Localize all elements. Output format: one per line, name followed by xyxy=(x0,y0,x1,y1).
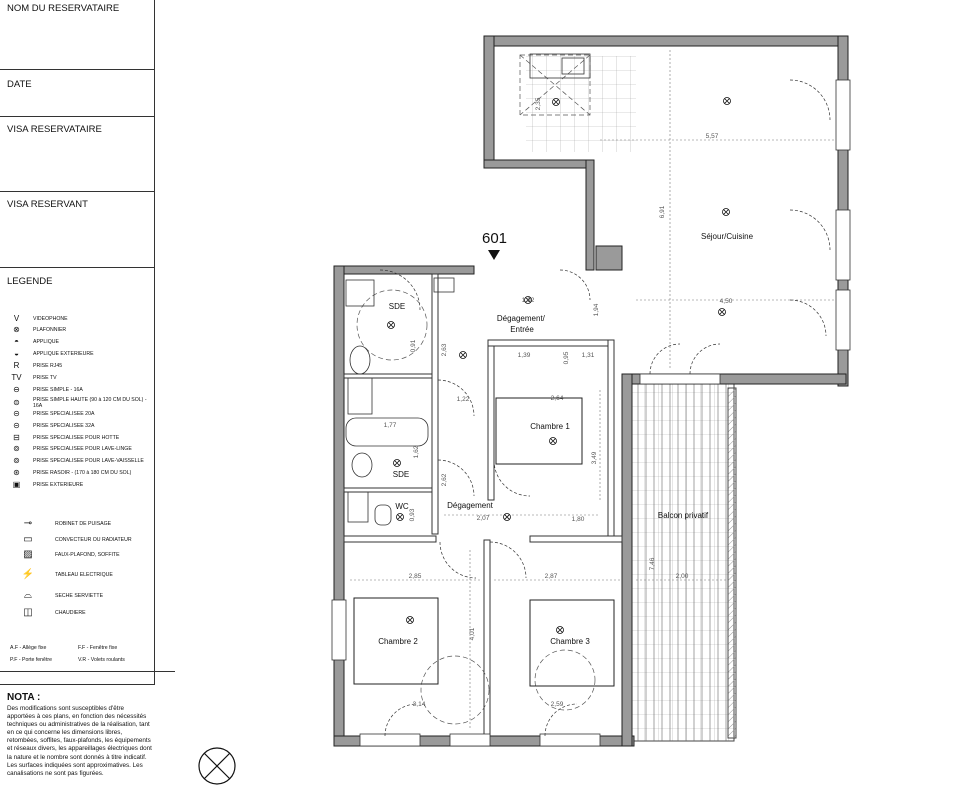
tableau-electrique-icon: ⚡ xyxy=(21,568,35,580)
nota-text: Des modifications sont susceptibles d'être apportées à ces plans, en fonction des nécessités techniques ou administratives de la réalisation, tant en ce qui concerne les dimensions libres, retombées, soffites, faux-plafonds, les équipements et réseaux divers, les appareillages électriques dont la nature et le nombre sont donnés à titre indicatif. Les surfaces indiquées sont approximatives. Les canalisations ne sont pas figurées. xyxy=(7,705,152,777)
dim-label: 3,49 xyxy=(591,451,598,465)
shower-tray xyxy=(346,280,374,306)
degagement-entree-line2: Entrée xyxy=(510,325,534,334)
faux-plafond-icon: ▨ xyxy=(23,548,33,560)
legend-item-label: PRISE SIMPLE HAUTE (90 à 120 CM DU SOL) - 16A xyxy=(33,397,147,410)
dim-label: 1,22 xyxy=(456,396,470,403)
convecteur-icon: ▭ xyxy=(23,533,33,545)
plafonnier-icon xyxy=(394,460,401,467)
plafonnier-icon xyxy=(504,514,511,521)
west-wall xyxy=(334,266,344,746)
sde-sink xyxy=(350,346,370,374)
dim-label: 7,46 xyxy=(649,557,656,571)
dim-label: 2,64 xyxy=(550,395,564,402)
abbrev-af: A.F - Allège fixe xyxy=(10,645,47,651)
abbrev-ff: F.F - Fenêtre fixe xyxy=(78,645,118,651)
dim-label: 1,39 xyxy=(517,352,531,359)
legende-title: LEGENDE xyxy=(7,276,53,287)
plafonnier-icon xyxy=(719,309,726,316)
dim-label: 1,31 xyxy=(581,352,595,359)
prise-rasoir-icon: ⊛ xyxy=(13,468,20,478)
dim-label: 1,62 xyxy=(413,445,420,459)
plafonnier-icon: ⊗ xyxy=(13,325,20,335)
room-degagement-entree xyxy=(497,314,547,334)
room-wc: WC xyxy=(395,502,409,511)
sde-divider xyxy=(344,374,432,378)
kitchen-west-wall xyxy=(484,36,494,166)
dim-label: 2,87 xyxy=(544,573,558,580)
legend-item-label: APPLIQUE xyxy=(33,339,59,346)
room-sde1: SDE xyxy=(388,302,406,311)
bed-chambre1 xyxy=(496,398,582,464)
bath-partition xyxy=(432,274,438,534)
plafonnier-icon xyxy=(723,209,730,216)
entrance-arrow-icon xyxy=(488,250,500,260)
legend-item-label: SECHE SERVIETTE xyxy=(55,592,104,599)
dim-label: 5,57 xyxy=(705,133,719,140)
dim-label: 4,50 xyxy=(719,298,733,305)
prise-exterieure-icon: ▣ xyxy=(12,480,21,490)
north-wall xyxy=(484,36,848,46)
dim-label: 6,91 xyxy=(659,205,666,219)
dim-label: 2,62 xyxy=(441,473,448,487)
balcony-deck xyxy=(630,383,734,741)
prise-simple-haute-icon: ⊜ xyxy=(13,398,20,408)
dim-label: 2,85 xyxy=(408,573,422,580)
chaudiere-icon: ◫ xyxy=(23,606,33,618)
legend-item-label: PRISE SPECIALISEE POUR LAVE-LINGE xyxy=(33,446,132,453)
dim-label: 1,94 xyxy=(593,303,600,317)
plafonnier-icon xyxy=(397,514,404,521)
balcony-inner-wall xyxy=(622,374,632,746)
room-chambre1: Chambre 1 xyxy=(530,422,570,431)
legend-item-label: PRISE SPECIALISEE POUR HOTTE xyxy=(33,434,120,441)
dim-label: 0,91 xyxy=(410,339,417,353)
plafonnier-legend-mark-icon xyxy=(199,748,235,784)
date-label: DATE xyxy=(7,79,32,90)
kitchen-south-wall xyxy=(484,160,594,168)
legend-item-label: TABLEAU ELECTRIQUE xyxy=(55,571,113,578)
legend-item-label: FAUX-PLAFOND, SOFFITE xyxy=(55,551,120,558)
visa-reservant-label: VISA RESERVANT xyxy=(7,199,88,210)
dim-label: 0,95 xyxy=(563,351,570,365)
dim-label: 2,35 xyxy=(535,97,542,111)
ch1-west-wall xyxy=(488,340,494,500)
entry-column xyxy=(596,246,622,270)
room-chambre3: Chambre 3 xyxy=(550,637,590,646)
legend-item-label: PRISE SIMPLE - 16A xyxy=(33,386,83,393)
dim-label: 3,14 xyxy=(412,701,426,708)
legend-item-label: APPLIQUE EXTERIEURE xyxy=(33,351,94,358)
prise-lave-vaisselle-icon: ⊚ xyxy=(13,456,20,466)
dim-label: 2,00 xyxy=(675,573,689,580)
room-sejour: Séjour/Cuisine xyxy=(700,232,754,241)
plafonnier-icon xyxy=(724,98,731,105)
toilet xyxy=(375,505,391,525)
plafonnier-icon xyxy=(407,617,414,624)
wc-divider xyxy=(344,488,432,492)
videophone-icon: V xyxy=(13,313,20,323)
room-balcon: Balcon privatif xyxy=(657,511,709,520)
room-sde2: SDE xyxy=(392,470,410,479)
dim-label: 2,59 xyxy=(550,701,564,708)
balcony-railing xyxy=(728,388,736,738)
legend-item-label: PRISE RJ45 xyxy=(33,363,63,370)
legend-item-label: PRISE EXTERIEURE xyxy=(33,482,84,489)
plafonnier-icon xyxy=(460,352,467,359)
prise-simple-icon: ⊖ xyxy=(13,384,20,394)
dim-label: 1,92 xyxy=(521,297,535,304)
legend-item-label: CHAUDIERE xyxy=(55,609,86,616)
ch1-north-wall xyxy=(488,340,614,346)
abbrev-vr: V.R - Volets roulants xyxy=(78,657,125,663)
reservataire-label: NOM DU RESERVATAIRE xyxy=(7,3,120,14)
legend-item-label: ROBINET DE PUISAGE xyxy=(55,520,112,527)
prise-32a-icon: ⊝ xyxy=(13,420,20,430)
seche-serviette-icon: ⌓ xyxy=(24,589,32,601)
prise-20a-icon: ⊝ xyxy=(13,408,20,418)
ch2-north-wall xyxy=(344,536,436,542)
legend-item-label: PRISE SPECIALISEE POUR LAVE-VAISSELLE xyxy=(33,458,144,465)
prise-lave-linge-icon: ⊚ xyxy=(13,444,20,454)
prise-tv-icon: TV xyxy=(11,373,22,382)
legend-item-label: PLAFONNIER xyxy=(33,327,67,334)
dim-label: 1,80 xyxy=(571,516,585,523)
kitchen-tiles xyxy=(526,56,636,152)
robinet-icon: ⊸ xyxy=(23,517,33,529)
dim-label: 1,77 xyxy=(383,422,397,429)
entry-east-wall xyxy=(586,160,594,270)
room-chambre2: Chambre 2 xyxy=(378,637,418,646)
applique-icon: ◓ xyxy=(14,337,19,347)
plafonnier-icon xyxy=(388,322,395,329)
legend-item-label: PRISE RASOIR - (170 à 180 CM DU SOL) xyxy=(33,470,132,477)
abbrev-pf: P.F - Porte fenêtre xyxy=(10,657,52,663)
legend-item-label: PRISE SPECIALISEE 32A xyxy=(33,422,95,429)
nota-title: NOTA : xyxy=(7,692,41,703)
ch1-east-wall xyxy=(608,340,614,540)
dim-label: 2,07 xyxy=(476,515,490,522)
prise-hotte-icon: ⊟ xyxy=(13,432,20,442)
plafonnier-icon xyxy=(557,627,564,634)
applique-exterieure-icon: ◒ xyxy=(14,349,19,359)
room-degagement: Dégagement xyxy=(447,501,493,510)
legend-item-label: CONVECTEUR OU RADIATEUR xyxy=(55,536,132,543)
legend-item-label: PRISE SPECIALISEE 20A xyxy=(33,410,95,417)
degagement-entree-line1: Dégagement/ xyxy=(496,314,545,323)
apartment-number: 601 xyxy=(482,230,508,247)
dim-label: 4,01 xyxy=(469,627,476,641)
legend-item-label: VIDEOPHONE xyxy=(33,315,68,322)
north-bed-wall xyxy=(334,266,474,274)
prise-rj45-icon: R xyxy=(13,361,20,371)
legend-item-label: PRISE TV xyxy=(33,375,57,381)
ch3-north-wall xyxy=(530,536,622,542)
dim-label: 2,63 xyxy=(441,343,448,357)
dim-label: 0,93 xyxy=(409,508,416,522)
plafonnier-icon xyxy=(550,438,557,445)
visa-reservataire-label: VISA RESERVATAIRE xyxy=(7,124,102,135)
